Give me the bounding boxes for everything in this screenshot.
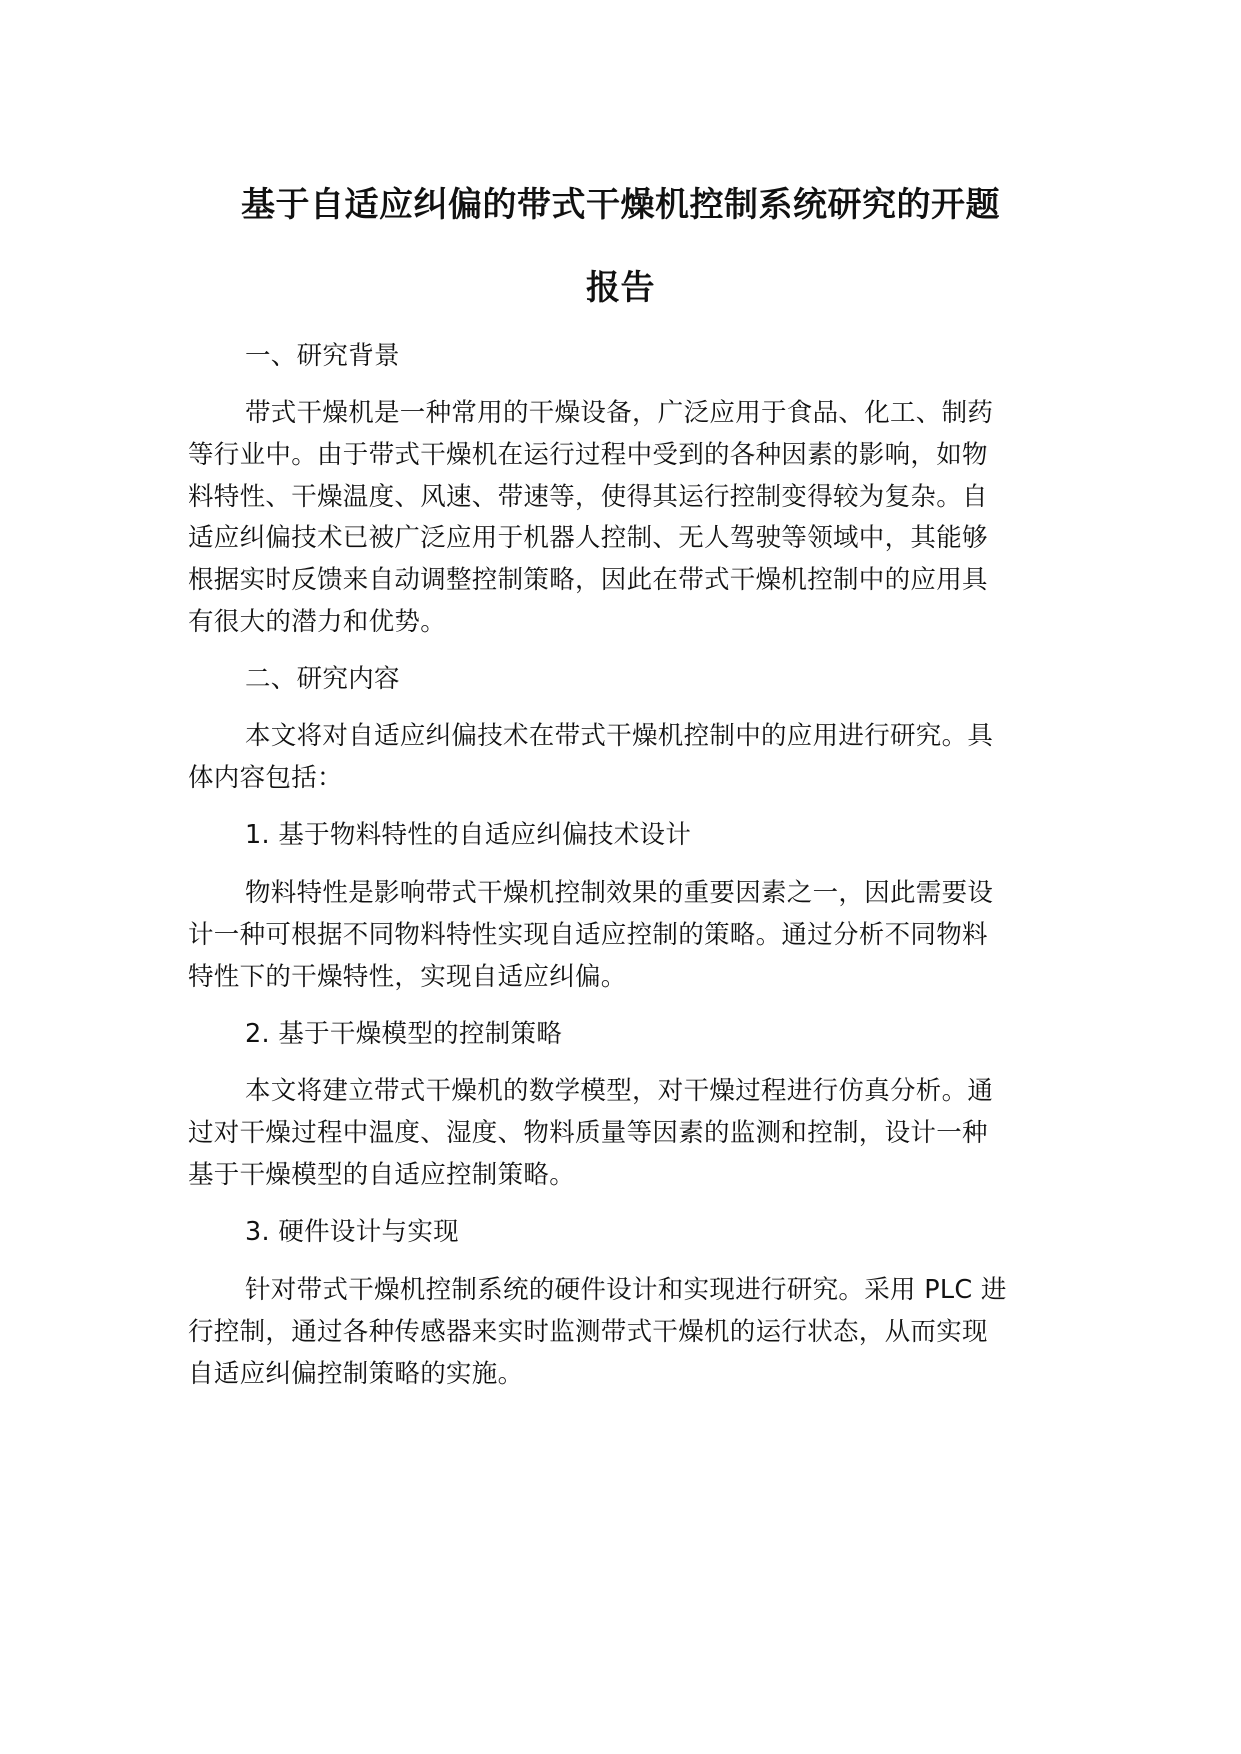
item-heading-2: 2. 基于干燥模型的控制策略 <box>245 1019 563 1049</box>
paragraph-line: 料特性、干燥温度、风速、带速等，使得其运行控制变得较为复杂。自 <box>188 482 988 512</box>
paragraph-line: 行控制，通过各种传感器来实时监测带式干燥机的运行状态，从而实现 <box>188 1317 988 1347</box>
item-heading-1: 1. 基于物料特性的自适应纠偏技术设计 <box>245 820 692 850</box>
item-heading-3: 3. 硬件设计与实现 <box>245 1217 459 1247</box>
paragraph-line: 体内容包括： <box>188 763 343 793</box>
paragraph-line: 物料特性是影响带式干燥机控制效果的重要因素之一，因此需要设 <box>245 878 994 908</box>
section-heading-background: 一、研究背景 <box>245 341 400 371</box>
paragraph-line: 过对干燥过程中温度、湿度、物料质量等因素的监测和控制，设计一种 <box>188 1118 988 1148</box>
paragraph-line: 有很大的潜力和优势。 <box>188 607 447 637</box>
paragraph-line: 带式干燥机是一种常用的干燥设备，广泛应用于食品、化工、制药 <box>245 398 994 428</box>
paragraph-line: 根据实时反馈来自动调整控制策略，因此在带式干燥机控制中的应用具 <box>188 565 988 595</box>
paragraph-line: 本文将对自适应纠偏技术在带式干燥机控制中的应用进行研究。具 <box>245 721 994 751</box>
document-title-line-2: 报告 <box>586 268 655 308</box>
section-heading-content: 二、研究内容 <box>245 664 400 694</box>
paragraph-line: 特性下的干燥特性，实现自适应纠偏。 <box>188 962 627 992</box>
paragraph-line: 针对带式干燥机控制系统的硬件设计和实现进行研究。采用 PLC 进 <box>245 1275 1007 1305</box>
paragraph-line: 等行业中。由于带式干燥机在运行过程中受到的各种因素的影响，如物 <box>188 440 988 470</box>
paragraph-line: 计一种可根据不同物料特性实现自适应控制的策略。通过分析不同物料 <box>188 920 988 950</box>
paragraph-line: 基于干燥模型的自适应控制策略。 <box>188 1160 576 1190</box>
paragraph-line: 本文将建立带式干燥机的数学模型，对干燥过程进行仿真分析。通 <box>245 1076 994 1106</box>
paragraph-line: 适应纠偏技术已被广泛应用于机器人控制、无人驾驶等领域中，其能够 <box>188 523 988 553</box>
paragraph-line: 自适应纠偏控制策略的实施。 <box>188 1359 524 1389</box>
document-title-line-1: 基于自适应纠偏的带式干燥机控制系统研究的开题 <box>241 185 1000 225</box>
